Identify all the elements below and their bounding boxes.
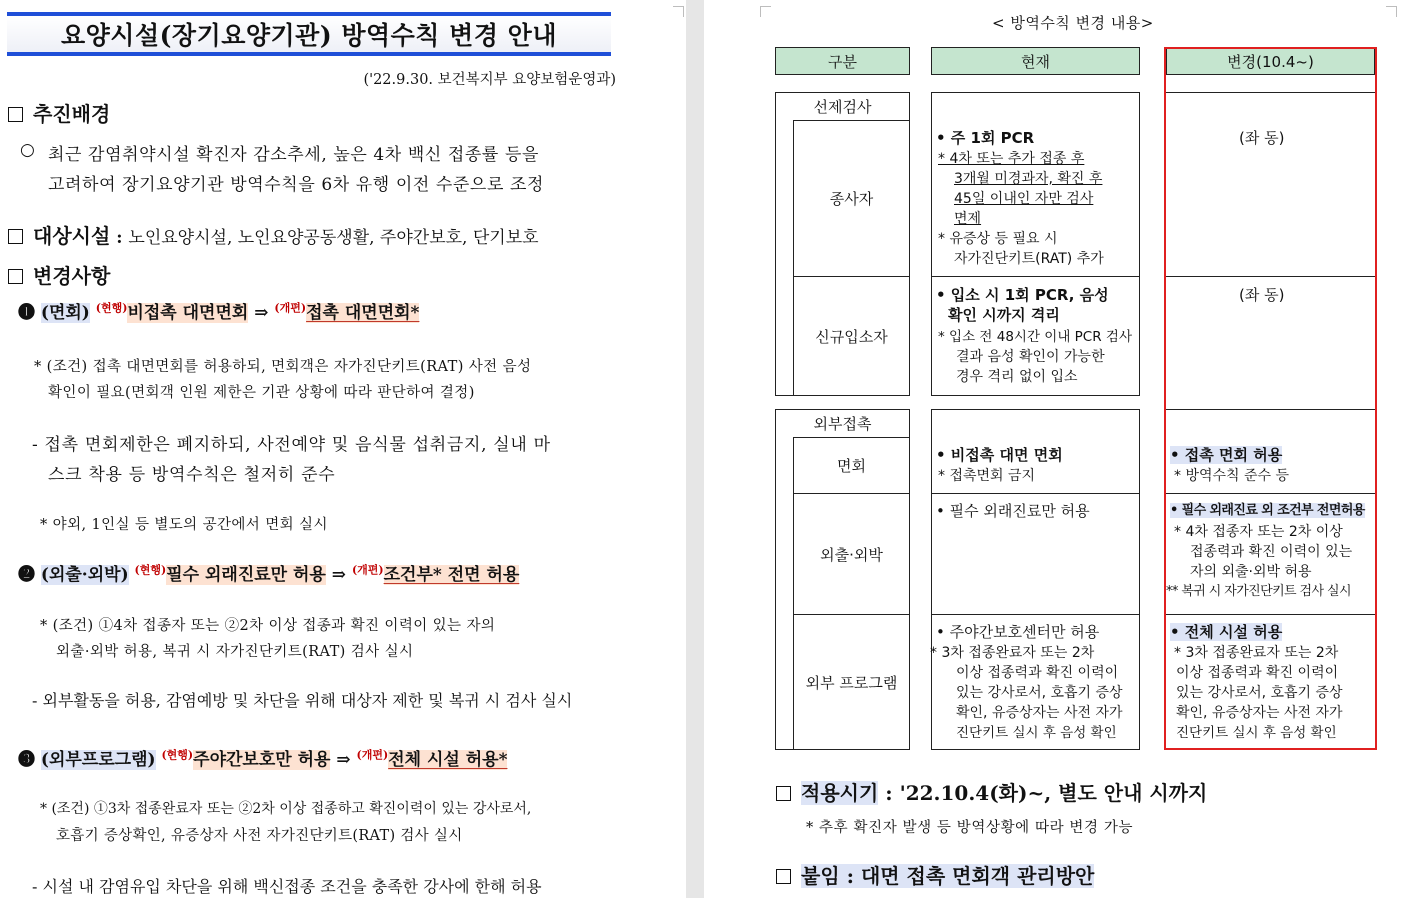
checkbox-square-icon (8, 229, 23, 244)
current-tag: (현행) (134, 563, 167, 577)
new-resident-change-same: (좌 동) (1239, 286, 1285, 304)
header-current: 현재 (931, 47, 1140, 75)
outing-current-line: • 필수 외래진료만 허용 (936, 502, 1090, 520)
table-line (1166, 409, 1375, 410)
visit-current-line: • 비접촉 대면 면회 (936, 446, 1063, 464)
table-line (931, 493, 1140, 494)
item1-note-line1: * (조건) 접촉 대면면회를 허용하되, 면회객은 자가진단키트(RAT) 사전 음성 (34, 359, 532, 375)
program-change-line: * 3차 접종완료자 또는 2차 (1174, 645, 1339, 661)
staff-change-same: (좌 동) (1239, 129, 1285, 147)
item3-heading: ❸ (외부프로그램) $^{(현행)}$주야간보호만 허용 ⇒ $^{(개편)}$전체 시설 허용* (18, 748, 508, 770)
background-bullet: ○ (20, 140, 35, 160)
item2-heading: ❷ (외출·외박) $^{(현행)}$필수 외래진료만 허용 ⇒ $^{(개편)}$조건부* 전면 허용 (18, 563, 520, 585)
page-corner-mark (1386, 6, 1397, 17)
outing-change-line: * 4차 접종자 또는 2차 이상 (1174, 524, 1343, 540)
table-line (1166, 276, 1375, 277)
document-title-box (7, 12, 611, 56)
item3-note-line1: * (조건) ①3차 접종완료자 또는 ②2차 이상 접종하고 확진이력이 있는 강사로서, (40, 801, 532, 817)
program-current-line: 이상 접종력과 확진 이력이 (956, 665, 1119, 681)
program-change-line: • 전체 시설 허용 (1170, 623, 1283, 641)
visit-change-line: • 접촉 면회 허용 (1170, 446, 1283, 464)
revised-tag: (개편) (356, 748, 389, 762)
new-resident-current-line: • 입소 시 1회 PCR, 음성 (936, 286, 1109, 304)
program-current-line: 진단키트 실시 후 음성 확인 (956, 725, 1117, 741)
checkbox-square-icon (776, 869, 791, 884)
program-current-line: • 주야간보호센터만 허용 (936, 623, 1100, 641)
section-changes: 변경사항 (8, 260, 110, 289)
program-change-line: 진단키트 실시 후 음성 확인 (1176, 725, 1337, 741)
program-change-line: 있는 강사로서, 호흡기 증상 (1176, 685, 1343, 701)
staff-current-line: 자가진단키트(RAT) 추가 (954, 251, 1104, 267)
checkbox-square-icon (776, 786, 791, 801)
table-line (931, 409, 932, 750)
item1-note-line2: 확인이 필요(면회객 인원 제한은 기관 상황에 따라 판단하여 결정) (48, 385, 475, 401)
row-label-outing: 외출·외박 (820, 545, 883, 564)
revised-tag: (개편) (351, 563, 384, 577)
row-label-visit: 면회 (837, 457, 866, 475)
checkbox-square-icon (8, 269, 23, 284)
document-title: 요양시설(장기요양기관) 방역수칙 변경 안내 (61, 21, 557, 50)
page-corner-mark (673, 6, 684, 17)
header-change: 변경(10.4~) (1166, 47, 1375, 75)
item1-star-line: * 야외, 1인실 등 별도의 공간에서 면회 실시 (40, 517, 328, 533)
new-resident-current-line: 결과 음성 확인이 가능한 (956, 349, 1105, 365)
document-source: ('22.9.30. 보건복지부 요양보험운영과) (363, 72, 616, 88)
header-category: 구분 (775, 47, 910, 75)
new-resident-current-line: * 입소 전 48시간 이내 PCR 검사 (938, 329, 1132, 345)
right-page (704, 0, 1402, 898)
table-line (1166, 493, 1375, 494)
page-gutter (686, 0, 704, 898)
program-change-line: 이상 접종력과 확진 이력이 (1176, 665, 1339, 681)
checkbox-square-icon (8, 107, 23, 122)
item2-dash-line: - 외부활동을 허용, 감염예방 및 차단을 위해 대상자 제한 및 복귀 시 검사 실시 (32, 691, 573, 710)
table-line (931, 92, 1140, 93)
item2-note-line2: 외출·외박 허용, 복귀 시 자가진단키트(RAT) 검사 실시 (56, 644, 414, 660)
background-text-line2: 고려하여 장기요양기관 방역수칙을 6차 유행 이전 수준으로 조정 (48, 175, 545, 195)
staff-current-line: • 주 1회 PCR (936, 129, 1035, 147)
item3-note-line2: 호흡기 증상확인, 유증상자 사전 자가진단키트(RAT) 검사 실시 (56, 828, 463, 844)
table-title: < 방역수칙 변경 내용> (992, 14, 1154, 32)
table-line (1166, 614, 1375, 615)
new-resident-current-line: 확인 시까지 격리 (948, 306, 1060, 324)
table-line (909, 409, 910, 750)
outing-change-line: 접종력과 확진 이력이 있는 (1190, 544, 1353, 560)
outing-change-line: ** 복귀 시 자가진단키트 검사 실시 (1166, 584, 1351, 599)
item1-dash-line1: - 접촉 면회제한은 폐지하되, 사전예약 및 음식물 섭취금지, 실내 마 (32, 435, 551, 455)
table-line (931, 92, 932, 396)
row-label-new-resident: 신규입소자 (815, 327, 888, 346)
group-external-contact: 외부접촉 (813, 415, 872, 433)
current-tag: (현행) (161, 748, 194, 762)
table-line (931, 409, 1140, 410)
item2-note-line1: * (조건) ①4차 접종자 또는 ②2차 이상 접종과 확진 이력이 있는 자의 (40, 618, 496, 634)
table-line (775, 749, 910, 750)
outing-change-line: 자의 외출·외박 허용 (1190, 564, 1312, 580)
table-line (1166, 74, 1375, 75)
table-line (775, 395, 910, 396)
current-tag: (현행) (95, 301, 128, 315)
program-change-line: 확인, 유증상자는 사전 자가 (1176, 705, 1343, 721)
page-corner-mark (760, 6, 771, 17)
table-line (931, 749, 1140, 750)
section-background: 추진배경 (8, 98, 110, 127)
staff-current-line: 면제 (954, 211, 982, 227)
row-label-staff: 종사자 (829, 190, 874, 208)
visit-change-line: * 방역수칙 준수 등 (1174, 468, 1290, 484)
program-current-line: 있는 강사로서, 호흡기 증상 (956, 685, 1123, 701)
staff-current-line: * 유증상 등 필요 시 (938, 231, 1058, 247)
section-attachment: 붙임 : 대면 접촉 면회객 관리방안 (776, 860, 1094, 889)
effective-date-note: * 추후 확진자 발생 등 방역상황에 따라 변경 가능 (806, 820, 1134, 836)
revised-tag: (개편) (274, 301, 307, 315)
background-text-line1: 최근 감염취약시설 확진자 감소추세, 높은 4차 백신 접종률 등을 (48, 145, 539, 165)
staff-current-line: 45일 이내인 자만 검사 (954, 191, 1094, 207)
table-line (931, 614, 1140, 615)
table-line (1166, 92, 1375, 93)
outing-change-line: • 필수 외래진료 외 조건부 전면허용 (1170, 503, 1365, 518)
staff-current-line: * 4차 또는 추가 접종 후 (938, 151, 1085, 167)
group-preemptive-test: 선제검사 (813, 98, 872, 116)
table-line (775, 92, 776, 396)
program-current-line: 확인, 유증상자는 사전 자가 (956, 705, 1123, 721)
left-page (0, 0, 686, 898)
item1-dash-line2: 스크 착용 등 방역수칙은 철저히 준수 (48, 465, 336, 485)
staff-current-line: 3개월 미경과자, 확진 후 (954, 171, 1103, 187)
item1-heading: ❶ (면회) $^{(현행)}$비접촉 대면면회 ⇒ $^{(개편)}$접촉 대면면회* (18, 301, 420, 323)
table-line (1139, 409, 1140, 750)
table-line (909, 92, 910, 396)
item3-dash-line: - 시설 내 감염유입 차단을 위해 백신접종 조건을 충족한 강사에 한해 허용 (32, 877, 542, 896)
visit-current-line: * 접촉면회 금지 (938, 468, 1036, 484)
table-line (931, 395, 1140, 396)
row-label-external-program: 외부 프로그램 (805, 673, 898, 692)
program-current-line: * 3차 접종완료자 또는 2차 (930, 645, 1095, 661)
section-effective-date: 적용시기 : '22.10.4(화)~, 별도 안내 시까지 (776, 777, 1207, 806)
new-resident-current-line: 경우 격리 없이 입소 (956, 369, 1078, 385)
section-target-facilities: 대상시설 : 노인요양시설, 노인요양공동생활, 주야간보호, 단기보호 (8, 220, 539, 249)
table-line (931, 276, 1140, 277)
table-line (1139, 92, 1140, 396)
table-line (775, 409, 776, 750)
